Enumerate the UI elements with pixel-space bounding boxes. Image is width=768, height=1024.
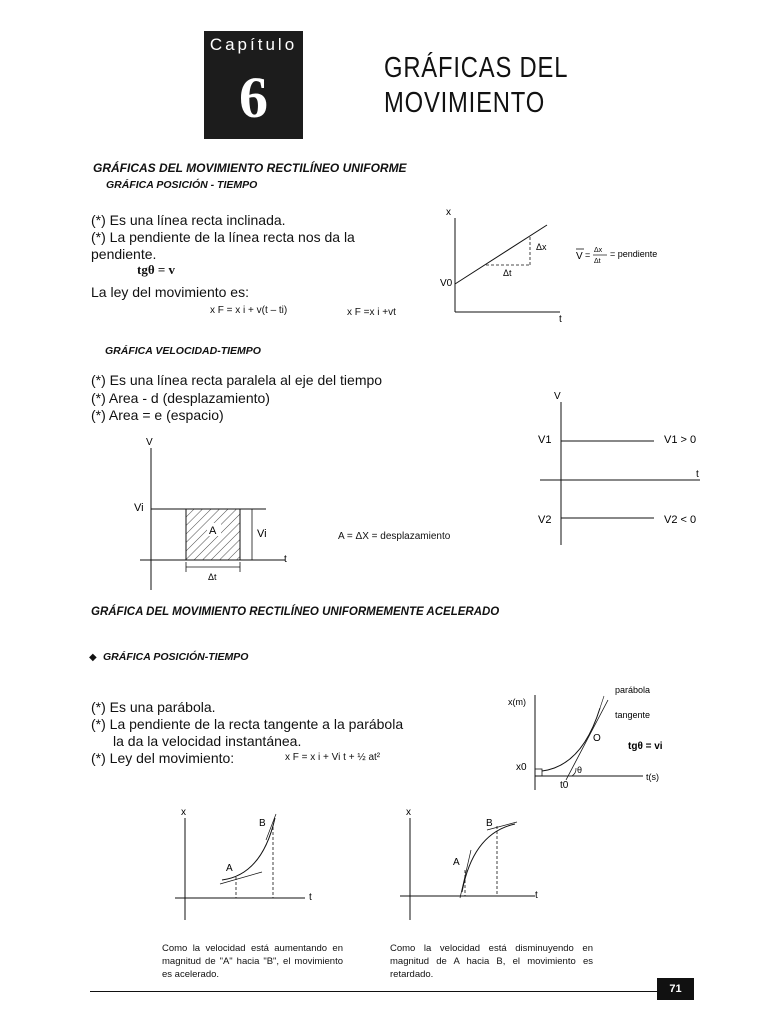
frac-num: Δx xyxy=(594,247,603,254)
ret-t-label: t xyxy=(535,890,538,901)
tangente-label: tangente xyxy=(615,710,651,720)
ret-curve xyxy=(462,824,515,892)
t0-label: t0 xyxy=(560,780,569,791)
area-equation: A = ΔX = desplazamiento xyxy=(338,531,451,542)
vi-label: Vi xyxy=(134,502,144,514)
v-axis-label: V xyxy=(146,437,153,448)
x0-marker xyxy=(535,769,542,776)
graph-velocity-lines xyxy=(530,385,720,555)
x0-label: x0 xyxy=(516,762,527,773)
dx-label: Δx xyxy=(536,242,547,252)
caption-accelerated: Como la velocidad está aumentando en magnitud de "A" hacia "B", el movimiento es acelerado. xyxy=(162,943,343,980)
v2-condition: V2 < 0 xyxy=(664,514,697,526)
caption-retarded: Como la velocidad está disminuyendo en magnitud de A hacia B, el movimiento es retardado. xyxy=(390,943,593,980)
page-number: 71 xyxy=(657,978,694,1000)
v-axis-right-label: V xyxy=(554,391,561,402)
graph-position-time-uniform xyxy=(430,200,680,325)
s2-line4: (*) Ley del movimiento: xyxy=(91,750,235,766)
chapter-title-line1: GRÁFICAS DEL xyxy=(384,52,569,84)
diamond-bullet-icon: ◆ xyxy=(89,652,97,663)
xm-label: x(m) xyxy=(508,697,526,707)
o-label: O xyxy=(593,733,601,744)
frac-den: Δt xyxy=(594,258,601,265)
parabola-leader xyxy=(600,696,604,708)
chapter-word: Capítulo xyxy=(209,35,298,54)
theta-label: θ xyxy=(577,765,583,775)
vi-right-label: Vi xyxy=(257,528,267,540)
v2-label: V2 xyxy=(538,514,552,526)
s1-line2: (*) La pendiente de la línea recta nos da la xyxy=(91,229,355,245)
graph-parabola-tangent xyxy=(500,680,700,800)
tg-vi-label: tgθ = vi xyxy=(628,741,663,752)
t-axis-right-label: t xyxy=(696,469,699,480)
acc-t-label: t xyxy=(309,892,312,903)
s1-eq2: x F =x i +vt xyxy=(347,307,396,318)
dt-bottom-label: Δt xyxy=(208,572,217,582)
s1-eq1: x F = x i + v(t – ti) xyxy=(210,305,288,316)
section2-heading: GRÁFICA DEL MOVIMIENTO RECTILÍNEO UNIFORMEMENTE ACELERADO xyxy=(91,606,500,618)
s2-eq: x F = x i + Vi t + ½ at² xyxy=(285,752,381,763)
dt-label: Δt xyxy=(503,268,512,278)
s1-line1: (*) Es una línea recta inclinada. xyxy=(91,212,286,228)
ret-x-label: x xyxy=(406,807,411,818)
s1-line3: pendiente. xyxy=(91,246,157,262)
acc-x-label: x xyxy=(181,807,186,818)
parabola-curve xyxy=(542,708,600,771)
acc-a-label: A xyxy=(226,863,233,874)
section2-sub: GRÁFICA POSICIÓN-TIEMPO xyxy=(103,651,249,663)
v1-label: V1 xyxy=(538,434,552,446)
ret-tangent-a xyxy=(460,850,471,898)
section1-sub-velocity: GRÁFICA VELOCIDAD-TIEMPO xyxy=(105,345,261,357)
chapter-title-line2: MOVIMIENTO xyxy=(384,87,546,119)
graph-velocity-area xyxy=(120,430,310,595)
chapter-badge xyxy=(204,31,303,139)
section1-sub-position: GRÁFICA POSICIÓN - TIEMPO xyxy=(106,179,258,191)
s1-tg-formula: tgθ = v xyxy=(137,262,176,277)
eq-sign: = xyxy=(585,250,591,260)
chapter-number: 6 xyxy=(239,65,268,130)
pendiente-label: = pendiente xyxy=(610,249,658,259)
v-line2: (*) Area - d (desplazamiento) xyxy=(91,390,270,406)
v1-condition: V1 > 0 xyxy=(664,434,697,446)
axis-t-label: t xyxy=(559,314,562,325)
acc-b-label: B xyxy=(259,818,266,829)
footer-rule xyxy=(90,991,692,992)
axis-x-label: x xyxy=(446,207,451,218)
s2-line1: (*) Es una parábola. xyxy=(91,699,216,715)
ts-label: t(s) xyxy=(646,772,659,782)
ret-a-label: A xyxy=(453,857,460,868)
graph-accelerated xyxy=(170,800,320,925)
v-line1: (*) Es una línea recta paralela al eje del tiempo xyxy=(91,372,383,388)
tangent-line xyxy=(566,700,608,780)
s1-ley: La ley del movimiento es: xyxy=(91,284,249,300)
parabola-label: parábola xyxy=(615,685,651,695)
x0-label: V0 xyxy=(440,278,453,289)
t-axis-label: t xyxy=(284,554,287,565)
s2-line2: (*) La pendiente de la recta tangente a la parábola xyxy=(91,716,404,732)
vbar-label: V xyxy=(576,251,583,262)
uniform-line xyxy=(455,225,547,284)
area-label: A xyxy=(209,525,217,537)
graph-retarded xyxy=(395,800,555,925)
v-line3: (*) Area = e (espacio) xyxy=(91,407,224,423)
section1-heading: GRÁFICAS DEL MOVIMIENTO RECTILÍNEO UNIFORME xyxy=(93,161,407,175)
theta-arc xyxy=(572,768,576,776)
s2-line3: la da la velocidad instantánea. xyxy=(113,733,302,749)
ret-b-label: B xyxy=(486,818,493,829)
acc-tangent-b xyxy=(266,814,276,840)
